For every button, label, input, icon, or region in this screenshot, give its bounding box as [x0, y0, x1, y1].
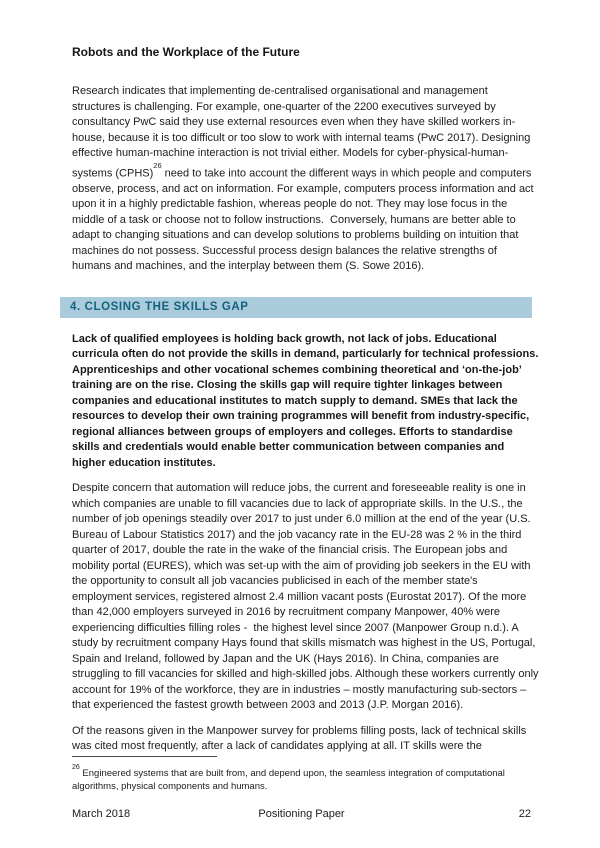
footer-date: March 2018 [72, 808, 131, 820]
lead-paragraph: Lack of qualified employees is holding back growth, not lack of jobs. Educational curricula often do not provide the skills in demand, particularly for technical professions. Apprenticeships and other vocational schemes combining theoretical and ‘on-the-job’ training are on the rise. Closing the skills gap will require tighter linkages between companies and educational institutes to match supply to demand. SMEs that lack the resources to develop their own training programmes will benefit from industry-specific, regional alliances between groups of employers and colleges. Efforts to standardise skills and credentials would enable better communication between companies and higher education institutes. [72, 332, 542, 469]
page-footer [72, 808, 531, 820]
page-content [70, 45, 542, 765]
body-paragraph-1 [72, 84, 539, 275]
page-title: Robots and the Workplace of the Future [72, 45, 300, 59]
paragraph-1-text-before-footnote: Research indicates that implementing de-centralised organisational and management structures is challenging. For example, one-quarter of the 2200 executives surveyed by consultancy PwC said they use external resources even when they have skilled workers in-house, because it is too difficult or too slow to work with internal teams (PwC 2017). Designing effective human-machine interaction is not trivial either. Models for cyber-physical-human-systems (CPHS) [72, 85, 534, 180]
footnote-divider [72, 756, 217, 757]
section-heading: 4. CLOSING THE SKILLS GAP [60, 297, 532, 318]
footnote-marker: 26 [72, 764, 80, 771]
footnote [72, 764, 539, 793]
paragraph-1-text-after-footnote: need to take into account the different ways in which people and computers observe, process, and act on information. For example, computers process information and act upon it in a highly predictable fashion, whereas people do not. They may lose focus in the middle of a task or choose not to follow instructions. Conversely, humans are better able to adapt to changing situations and can develop solutions to problems building on intuition that machines do not possess. Successful process design balances the relative strengths of humans and machines, and the interplay between them (S. Sowe 2016). [72, 167, 537, 273]
footnote-reference: 26 [153, 160, 162, 170]
footnote-text: Engineered systems that are built from, and depend upon, the seamless integration of computational algorithms, physical components and humans. [72, 768, 508, 793]
footnote-block [72, 756, 539, 793]
body-paragraph-3: Of the reasons given in the Manpower survey for problems filling posts, lack of technical skills was cited most frequently, after a lack of candidates applying at all. IT skills were the [72, 724, 530, 753]
footer-page-number: 22 [518, 808, 531, 820]
body-paragraph-2: Despite concern that automation will reduce jobs, the current and foreseeable reality is one in which companies are unable to fill vacancies due to lack of appropriate skills. In the U.S., the number of job openings steadily over 2017 to just under 6.0 million at the end of the year (U.S. Bureau of Labour Statistics 2017) and the job vacancy rate in the EU-28 was 2 % in the third quarter of 2017, double the rate in the wake of the financial crisis. The European jobs and mobility portal (EURES), which was set-up with the aim of providing job seekers in the EU with the opportunity to consult all job vacancies publicised in each of the member state's employment services, registered almost 2.4 million vacant posts (Eurostat 2017). Of the more than 42,000 employers surveyed in 2016 by recruitment company Manpower, 40% were experiencing difficulties filling roles - the highest level since 2007 (Manpower Group n.d.). A study by recruitment company Hays found that skills mismatch was highest in the US, Portugal, Spain and Ireland, followed by Japan and the UK (Hays 2016). In China, companies are struggling to fill vacancies for skilled and high-skilled jobs. Although these workers currently only account for 19% of the workforce, they are in industries – mostly manufacturing sub-sectors – that experienced the fastest growth between 2003 and 2013 (J.P. Morgan 2016). [72, 482, 542, 712]
footer-doc-type: Positioning Paper [258, 808, 345, 820]
